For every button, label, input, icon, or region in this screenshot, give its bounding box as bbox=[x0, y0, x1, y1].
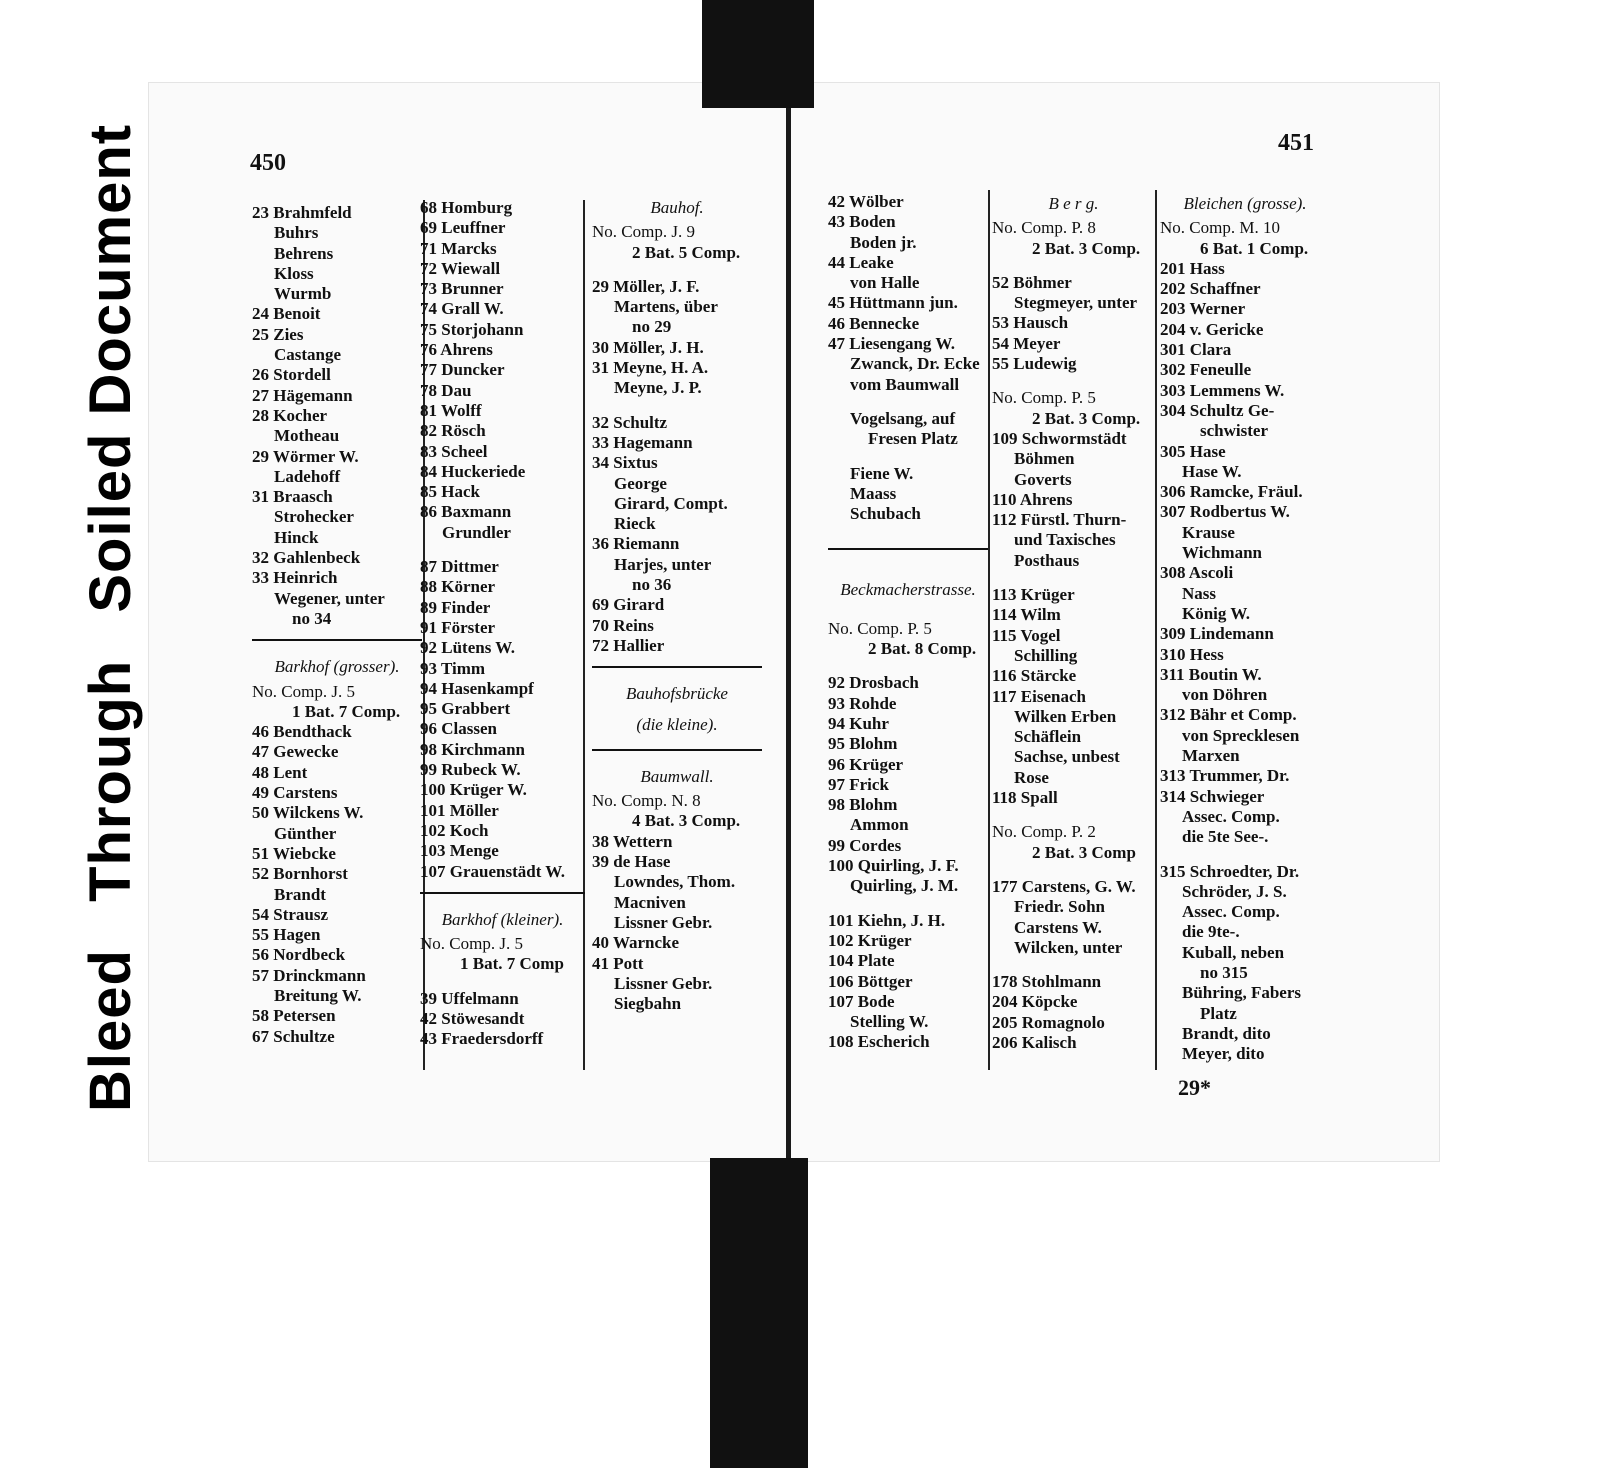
directory-entry: 4 Bat. 3 Comp. bbox=[632, 811, 741, 831]
directory-entry: 23 Brahmfeld bbox=[252, 203, 352, 222]
directory-entry: Ladehoff bbox=[274, 466, 341, 486]
directory-entry: 99 Cordes bbox=[828, 835, 902, 855]
directory-entry: 94 Hasenkampf bbox=[420, 678, 534, 698]
directory-entry: 116 Stärcke bbox=[992, 666, 1077, 686]
column-rule bbox=[1155, 190, 1157, 1070]
directory-entry: 205 Romagnolo bbox=[992, 1012, 1105, 1032]
directory-entry: 83 Scheel bbox=[420, 441, 488, 461]
page-number-right: 451 bbox=[1278, 130, 1314, 156]
directory-entry: 103 Menge bbox=[420, 841, 499, 861]
directory-entry: 40 Warncke bbox=[592, 933, 680, 953]
column-1 bbox=[252, 203, 422, 1047]
spacer bbox=[992, 374, 1155, 388]
directory-entry: Stelling W. bbox=[850, 1012, 929, 1032]
directory-entry: 98 Kirchmann bbox=[420, 739, 526, 759]
directory-entry: Meyne, J. P. bbox=[614, 378, 702, 398]
directory-entry: 106 Böttger bbox=[828, 971, 913, 991]
stamp-word-through: Through bbox=[78, 659, 143, 902]
directory-entry: 314 Schwieger bbox=[1160, 786, 1265, 806]
company-info: No. Comp. M. 10 bbox=[1160, 218, 1280, 238]
directory-entry: Macniven bbox=[614, 892, 686, 912]
directory-entry: 206 Kalisch bbox=[992, 1032, 1077, 1052]
directory-entry: Behrens bbox=[274, 243, 334, 263]
directory-entry: 1 Bat. 7 Comp. bbox=[292, 701, 401, 721]
directory-entry: Maass bbox=[850, 483, 897, 503]
directory-entry: Krause bbox=[1182, 522, 1235, 542]
directory-entry: 1 Bat. 7 Comp bbox=[460, 954, 564, 974]
directory-entry: 201 Hass bbox=[1160, 258, 1225, 278]
directory-entry: 310 Hess bbox=[1160, 644, 1224, 664]
directory-entry: 54 Meyer bbox=[992, 333, 1061, 353]
directory-entry: 2 Bat. 3 Comp. bbox=[1032, 408, 1141, 428]
directory-entry: 104 Plate bbox=[828, 951, 895, 971]
directory-entry: 71 Marcks bbox=[420, 238, 497, 258]
directory-entry: Brandt, dito bbox=[1182, 1023, 1271, 1043]
company-info: No. Comp. P. 8 bbox=[992, 218, 1096, 238]
directory-entry: Schäflein bbox=[1014, 727, 1082, 747]
directory-entry: 87 Dittmer bbox=[420, 557, 499, 577]
spacer bbox=[992, 259, 1155, 273]
directory-entry: 34 Sixtus bbox=[592, 453, 658, 473]
company-info: No. Comp. P. 5 bbox=[828, 618, 932, 638]
directory-entry: 303 Lemmens W. bbox=[1160, 380, 1285, 400]
section-rule bbox=[592, 749, 762, 751]
directory-entry: no 315 bbox=[1200, 962, 1248, 982]
directory-entry: Sachse, unbest bbox=[1014, 747, 1120, 767]
directory-entry: Hase W. bbox=[1182, 461, 1242, 481]
directory-entry: Martens, über bbox=[614, 297, 718, 317]
directory-entry: 72 Hallier bbox=[592, 635, 665, 655]
directory-entry: 102 Koch bbox=[420, 820, 489, 840]
directory-entry: 84 Huckeriede bbox=[420, 461, 526, 481]
directory-entry: 2 Bat. 8 Comp. bbox=[868, 639, 977, 659]
directory-entry: 74 Grall W. bbox=[420, 299, 504, 319]
directory-entry: 308 Ascoli bbox=[1160, 563, 1234, 583]
directory-entry: 6 Bat. 1 Comp. bbox=[1200, 238, 1309, 258]
directory-entry: Fiene W. bbox=[850, 463, 914, 483]
directory-entry: Meyer, dito bbox=[1182, 1044, 1265, 1064]
column-3 bbox=[592, 192, 762, 1014]
section-rule bbox=[592, 666, 762, 668]
directory-entry: 44 Leake bbox=[828, 252, 894, 272]
directory-entry: 109 Schwormstädt bbox=[992, 428, 1127, 448]
spacer bbox=[828, 395, 988, 409]
company-info: No. Comp. J. 9 bbox=[592, 222, 695, 242]
directory-entry: 107 Bode bbox=[828, 991, 895, 1011]
directory-entry: die 5te See-. bbox=[1182, 827, 1269, 847]
directory-entry: 107 Grauenstädt W. bbox=[420, 861, 565, 881]
directory-entry: 311 Boutin W. bbox=[1160, 664, 1262, 684]
directory-entry: Rieck bbox=[614, 514, 656, 534]
directory-entry: Fresen Platz bbox=[868, 429, 958, 449]
directory-entry: 88 Körner bbox=[420, 577, 496, 597]
directory-entry: 115 Vogel bbox=[992, 625, 1061, 645]
spacer bbox=[828, 605, 988, 619]
directory-entry: 57 Drinckmann bbox=[252, 965, 366, 985]
directory-entry: Schilling bbox=[1014, 645, 1078, 665]
directory-entry: vom Baumwall bbox=[850, 374, 960, 394]
directory-entry: 95 Grabbert bbox=[420, 699, 511, 719]
directory-entry: 70 Reins bbox=[592, 615, 654, 635]
directory-entry: 56 Nordbeck bbox=[252, 945, 346, 965]
directory-entry: 99 Rubeck W. bbox=[420, 760, 521, 780]
spacer bbox=[592, 399, 762, 413]
directory-entry: Wurmb bbox=[274, 284, 332, 304]
directory-entry: Stegmeyer, unter bbox=[1014, 293, 1138, 313]
spacer bbox=[828, 659, 988, 673]
column-5 bbox=[992, 188, 1155, 1053]
directory-entry: Posthaus bbox=[1014, 550, 1080, 570]
directory-entry: 85 Hack bbox=[420, 482, 480, 502]
directory-entry: 25 Zies bbox=[252, 324, 304, 344]
directory-entry: 113 Krüger bbox=[992, 585, 1075, 605]
directory-entry: schwister bbox=[1200, 421, 1268, 441]
directory-entry: 301 Clara bbox=[1160, 340, 1232, 360]
directory-entry: Brandt bbox=[274, 884, 326, 904]
directory-entry: 26 Stordell bbox=[252, 365, 331, 385]
directory-entry: Vogelsang, auf bbox=[850, 408, 956, 428]
directory-entry: Friedr. Sohn bbox=[1014, 897, 1106, 917]
directory-entry: Breitung W. bbox=[274, 985, 362, 1005]
directory-entry: Kuball, neben bbox=[1182, 942, 1285, 962]
directory-entry: 86 Baxmann bbox=[420, 502, 512, 522]
directory-entry: Harjes, unter bbox=[614, 554, 712, 574]
directory-entry: 39 de Hase bbox=[592, 852, 671, 872]
book-spine bbox=[786, 108, 791, 1158]
directory-entry: 69 Leuffner bbox=[420, 218, 506, 238]
directory-entry: 305 Hase bbox=[1160, 441, 1226, 461]
spacer bbox=[420, 975, 585, 989]
directory-entry: 50 Wilckens W. bbox=[252, 803, 364, 823]
directory-entry: Lissner Gebr. bbox=[614, 973, 713, 993]
directory-entry: Assec. Comp. bbox=[1182, 806, 1280, 826]
spacer bbox=[828, 450, 988, 464]
directory-entry: 67 Schultze bbox=[252, 1026, 335, 1046]
directory-entry: 69 Girard bbox=[592, 595, 665, 615]
directory-entry: 82 Rösch bbox=[420, 421, 486, 441]
directory-entry: 47 Gewecke bbox=[252, 742, 339, 762]
street-heading: Beckmacherstrasse. bbox=[840, 580, 976, 600]
directory-entry: 2 Bat. 3 Comp. bbox=[1032, 238, 1141, 258]
gutter-shadow-bottom bbox=[710, 1158, 808, 1468]
directory-entry: Schröder, J. S. bbox=[1182, 881, 1287, 901]
company-info: No. Comp. J. 5 bbox=[420, 934, 523, 954]
directory-entry: 114 Wilm bbox=[992, 605, 1061, 625]
directory-entry: 73 Brunner bbox=[420, 279, 504, 299]
directory-entry: 75 Storjohann bbox=[420, 319, 524, 339]
directory-entry: 36 Riemann bbox=[592, 534, 680, 554]
directory-entry: Siegbahn bbox=[614, 994, 682, 1014]
directory-entry: Bühring, Fabers bbox=[1182, 983, 1302, 1003]
directory-entry: Boden jr. bbox=[850, 232, 917, 252]
directory-entry: von Halle bbox=[850, 273, 920, 293]
directory-entry: Strohecker bbox=[274, 507, 354, 527]
directory-entry: 42 Wölber bbox=[828, 192, 904, 211]
directory-entry: Buhrs bbox=[274, 223, 319, 243]
directory-entry: Lissner Gebr. bbox=[614, 912, 713, 932]
directory-entry: die 9te-. bbox=[1182, 922, 1240, 942]
directory-entry: no 34 bbox=[292, 608, 332, 628]
directory-entry: 97 Frick bbox=[828, 774, 889, 794]
street-heading: Bauhofsbrücke bbox=[626, 684, 728, 704]
directory-entry: 306 Ramcke, Fräul. bbox=[1160, 482, 1303, 502]
directory-entry: Günther bbox=[274, 823, 337, 843]
street-heading: Barkhof (grosser). bbox=[274, 657, 400, 677]
directory-entry: Kloss bbox=[274, 263, 314, 283]
directory-entry: 31 Meyne, H. A. bbox=[592, 358, 709, 378]
directory-entry: 46 Bennecke bbox=[828, 313, 920, 333]
bleed-through-stamp bbox=[76, 112, 146, 1112]
directory-entry: Motheau bbox=[274, 426, 340, 446]
spacer bbox=[420, 543, 585, 557]
directory-entry: Platz bbox=[1200, 1003, 1237, 1023]
directory-entry: 315 Schroedter, Dr. bbox=[1160, 861, 1300, 881]
directory-entry: Wichmann bbox=[1182, 543, 1262, 563]
spacer bbox=[828, 560, 988, 574]
directory-entry: 118 Spall bbox=[992, 788, 1058, 808]
directory-entry: 110 Ahrens bbox=[992, 489, 1073, 509]
section-rule bbox=[252, 639, 422, 641]
directory-entry: 91 Förster bbox=[420, 617, 496, 637]
directory-entry: 30 Möller, J. H. bbox=[592, 337, 704, 357]
directory-entry: 92 Drosbach bbox=[828, 673, 919, 693]
directory-entry: 312 Bähr et Comp. bbox=[1160, 705, 1297, 725]
street-heading: (die kleine). bbox=[636, 714, 718, 734]
stamp-word-bleed: Bleed bbox=[78, 949, 143, 1112]
directory-entry: 55 Ludewig bbox=[992, 354, 1077, 374]
directory-entry: 204 v. Gericke bbox=[1160, 319, 1264, 339]
company-info: No. Comp. J. 5 bbox=[252, 681, 355, 701]
directory-entry: 100 Krüger W. bbox=[420, 780, 527, 800]
directory-entry: 2 Bat. 3 Comp bbox=[1032, 842, 1136, 862]
directory-entry: 304 Schultz Ge- bbox=[1160, 400, 1275, 420]
column-rule bbox=[988, 190, 990, 1070]
directory-entry: 53 Hausch bbox=[992, 313, 1069, 333]
street-heading: B e r g. bbox=[1048, 194, 1099, 213]
directory-entry: 46 Bendthack bbox=[252, 722, 352, 742]
directory-entry: 49 Carstens bbox=[252, 783, 338, 803]
directory-entry: 43 Boden bbox=[828, 212, 896, 232]
directory-entry: Hinck bbox=[274, 527, 319, 547]
directory-entry: 93 Timm bbox=[420, 658, 486, 678]
directory-entry: 202 Schaffner bbox=[1160, 279, 1261, 299]
directory-entry: 2 Bat. 5 Comp. bbox=[632, 242, 741, 262]
directory-entry: 29 Wörmer W. bbox=[252, 446, 359, 466]
gutter-shadow-top bbox=[702, 0, 814, 108]
company-info: No. Comp. P. 5 bbox=[992, 388, 1096, 408]
directory-entry: Wilcken, unter bbox=[1014, 937, 1123, 957]
street-heading: Bleichen (grosse). bbox=[1183, 194, 1307, 213]
directory-entry: 76 Ahrens bbox=[420, 340, 493, 360]
directory-entry: 95 Blohm bbox=[828, 734, 898, 754]
spacer bbox=[992, 863, 1155, 877]
directory-entry: 93 Rohde bbox=[828, 693, 897, 713]
spacer bbox=[992, 958, 1155, 972]
directory-entry: 45 Hüttmann jun. bbox=[828, 293, 958, 313]
directory-entry: 27 Hägemann bbox=[252, 385, 353, 405]
directory-entry: 78 Dau bbox=[420, 380, 472, 400]
directory-entry: 302 Feneulle bbox=[1160, 360, 1252, 380]
directory-entry: Schubach bbox=[850, 504, 921, 524]
column-4 bbox=[828, 192, 988, 1053]
directory-entry: 32 Gahlenbeck bbox=[252, 548, 361, 568]
directory-entry: 204 Köpcke bbox=[992, 992, 1078, 1012]
directory-entry: 309 Lindemann bbox=[1160, 624, 1274, 644]
directory-entry: no 29 bbox=[632, 317, 672, 337]
directory-entry: Zwanck, Dr. Ecke bbox=[850, 354, 980, 374]
street-heading: Barkhof (kleiner). bbox=[441, 909, 564, 929]
spacer bbox=[992, 808, 1155, 822]
directory-entry: von Sprecklesen bbox=[1182, 725, 1300, 745]
company-info: No. Comp. P. 2 bbox=[992, 822, 1096, 842]
stamp-word-soiled-document: Soiled Document bbox=[78, 123, 143, 613]
directory-entry: 101 Möller bbox=[420, 800, 499, 820]
directory-entry: Wegener, unter bbox=[274, 588, 385, 608]
directory-entry: 33 Hagemann bbox=[592, 432, 693, 452]
directory-entry: 117 Eisenach bbox=[992, 686, 1086, 706]
directory-entry: 72 Wiewall bbox=[420, 258, 501, 278]
directory-entry: 54 Strausz bbox=[252, 904, 329, 924]
directory-entry: 48 Lent bbox=[252, 762, 308, 782]
street-heading: Bauhof. bbox=[650, 198, 704, 217]
directory-entry: Grundler bbox=[442, 522, 511, 542]
spacer bbox=[592, 263, 762, 277]
directory-entry: 28 Kocher bbox=[252, 405, 328, 425]
directory-entry: 178 Stohlmann bbox=[992, 972, 1102, 992]
directory-entry: 42 Stöwesandt bbox=[420, 1008, 525, 1028]
spacer bbox=[828, 524, 988, 538]
directory-entry: 100 Quirling, J. F. bbox=[828, 856, 959, 876]
spacer bbox=[1160, 848, 1330, 862]
directory-entry: König W. bbox=[1182, 603, 1251, 623]
directory-entry: 177 Carstens, G. W. bbox=[992, 876, 1136, 896]
page-number-left: 450 bbox=[250, 150, 286, 176]
directory-entry: Girard, Compt. bbox=[614, 493, 728, 513]
directory-entry: 38 Wettern bbox=[592, 831, 673, 851]
directory-entry: 313 Trummer, Dr. bbox=[1160, 766, 1290, 786]
directory-entry: 77 Duncker bbox=[420, 360, 505, 380]
directory-entry: und Taxisches bbox=[1014, 530, 1116, 550]
directory-entry: 52 Böhmer bbox=[992, 272, 1072, 292]
directory-entry: 24 Benoit bbox=[252, 304, 321, 324]
street-heading: Baumwall. bbox=[640, 766, 714, 786]
directory-entry: 43 Fraedersdorff bbox=[420, 1029, 544, 1049]
directory-entry: Rose bbox=[1014, 767, 1049, 787]
directory-entry: 31 Braasch bbox=[252, 487, 333, 507]
directory-entry: Castange bbox=[274, 345, 342, 365]
directory-entry: 96 Krüger bbox=[828, 754, 904, 774]
directory-entry: Böhmen bbox=[1014, 449, 1075, 469]
directory-entry: Marxen bbox=[1182, 746, 1240, 766]
directory-entry: Wilken Erben bbox=[1014, 706, 1117, 726]
directory-entry: no 36 bbox=[632, 575, 672, 595]
directory-entry: 51 Wiebcke bbox=[252, 843, 336, 863]
directory-entry: 94 Kuhr bbox=[828, 713, 889, 733]
directory-entry: 32 Schultz bbox=[592, 412, 668, 432]
signature-mark: 29* bbox=[1178, 1075, 1211, 1100]
directory-entry: 29 Möller, J. F. bbox=[592, 276, 700, 296]
directory-entry: Nass bbox=[1182, 583, 1217, 603]
directory-entry: 47 Liesengang W. bbox=[828, 334, 956, 354]
directory-entry: 112 Fürstl. Thurn- bbox=[992, 510, 1127, 530]
stamp-text bbox=[76, 112, 146, 1112]
spacer bbox=[828, 897, 988, 911]
spacer bbox=[992, 571, 1155, 585]
directory-entry: 52 Bornhorst bbox=[252, 864, 348, 884]
directory-entry: 41 Pott bbox=[592, 953, 644, 973]
directory-entry: 92 Lütens W. bbox=[420, 638, 515, 658]
directory-entry: Assec. Comp. bbox=[1182, 902, 1280, 922]
column-6 bbox=[1160, 188, 1330, 1064]
column-2 bbox=[420, 198, 585, 1050]
directory-entry: Lowndes, Thom. bbox=[614, 872, 736, 892]
directory-entry: Ammon bbox=[850, 815, 909, 835]
directory-entry: 98 Blohm bbox=[828, 795, 898, 815]
directory-entry: 33 Heinrich bbox=[252, 568, 338, 588]
directory-entry: Quirling, J. M. bbox=[850, 876, 959, 896]
directory-entry: 108 Escherich bbox=[828, 1032, 930, 1052]
directory-entry: 89 Finder bbox=[420, 597, 491, 617]
directory-entry: 55 Hagen bbox=[252, 925, 321, 945]
directory-entry: George bbox=[614, 473, 667, 493]
section-rule bbox=[828, 548, 988, 550]
directory-entry: 68 Homburg bbox=[420, 198, 513, 217]
directory-entry: 58 Petersen bbox=[252, 1006, 336, 1026]
directory-entry: Carstens W. bbox=[1014, 917, 1102, 937]
directory-entry: 203 Werner bbox=[1160, 299, 1246, 319]
directory-entry: 39 Uffelmann bbox=[420, 988, 519, 1008]
directory-entry: 96 Classen bbox=[420, 719, 497, 739]
section-rule bbox=[420, 892, 585, 894]
directory-entry: Goverts bbox=[1014, 469, 1072, 489]
directory-entry: 307 Rodbertus W. bbox=[1160, 502, 1290, 522]
company-info: No. Comp. N. 8 bbox=[592, 791, 701, 811]
directory-entry: 102 Krüger bbox=[828, 930, 912, 950]
directory-entry: von Döhren bbox=[1182, 685, 1268, 705]
directory-entry: 101 Kiehn, J. H. bbox=[828, 910, 946, 930]
directory-entry: 81 Wolff bbox=[420, 400, 482, 420]
